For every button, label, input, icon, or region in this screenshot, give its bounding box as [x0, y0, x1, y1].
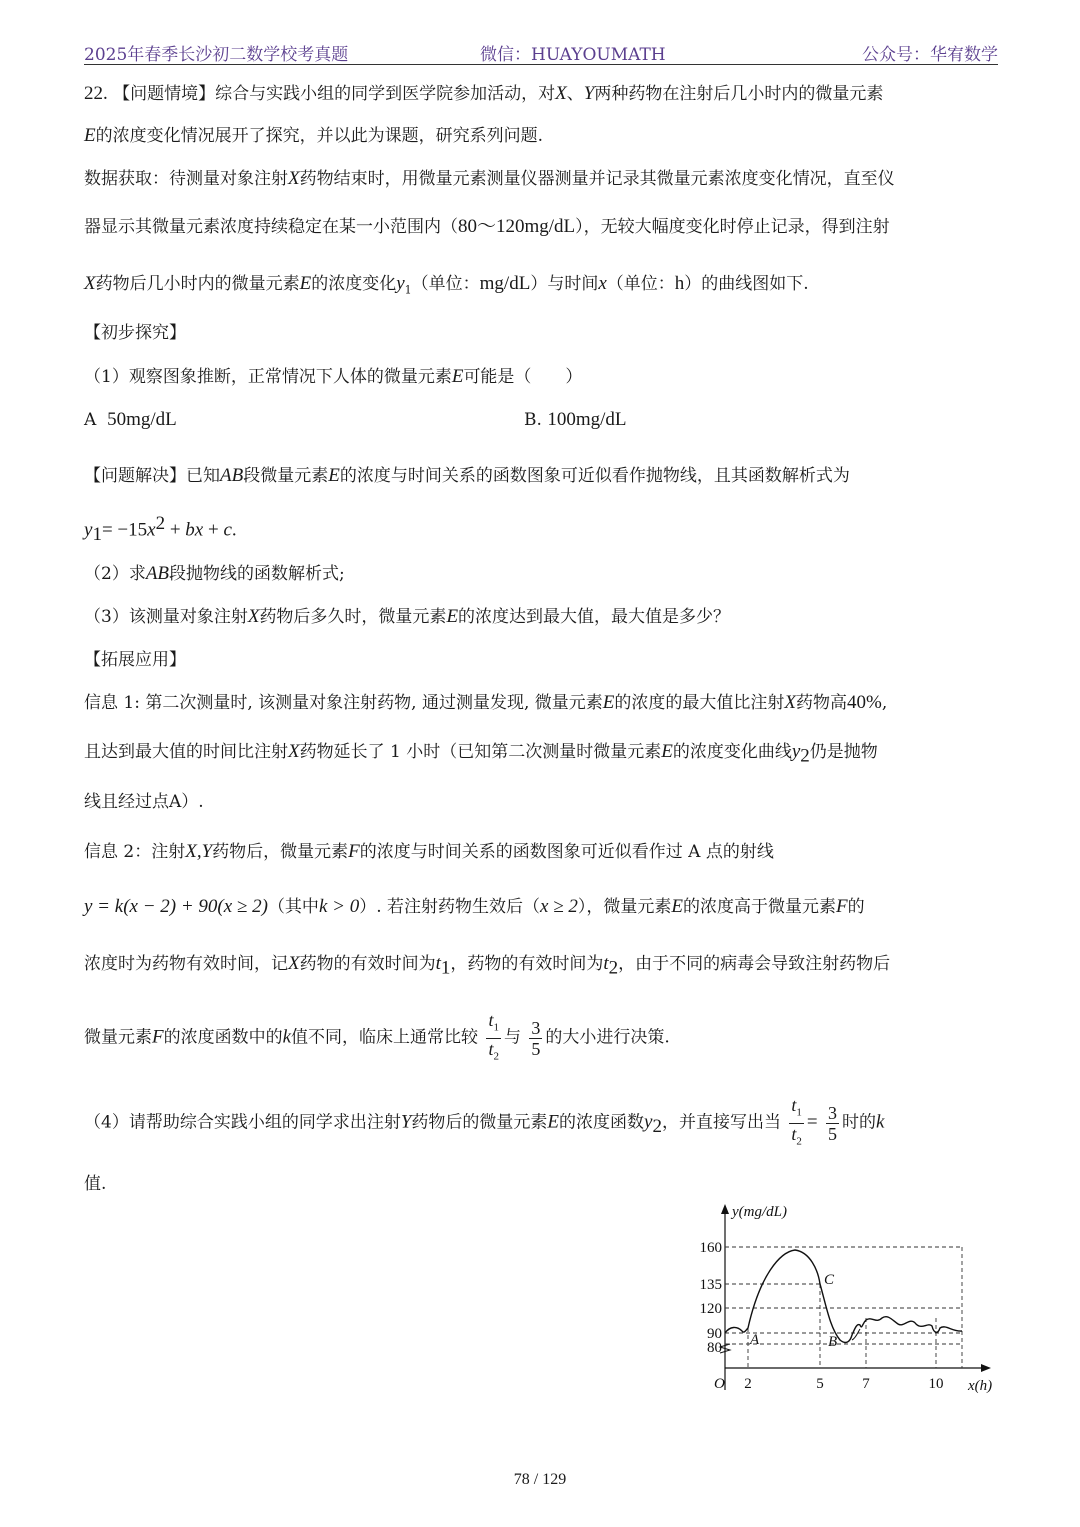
info2-line4: 微量元素F的浓度函数中的k值不同，临床上通常比较 $\frac{t_1}{t_2}$ 与 $\frac{3}{5}$ 的大小进行决策. [84, 1010, 670, 1066]
info2-line3: 浓度时为药物有效时间，记X药物的有效时间为$t_1$，药物的有效时间为$t_2$，由于不同的病毒会导致注射药物后 [84, 953, 891, 979]
page-header [84, 36, 998, 66]
data-line2: 器显示其微量元素浓度持续稳定在某一小范围内（80～120mg/dL），无较大幅度变化时停止记录，得到注射 [84, 216, 890, 237]
point-c-label: C [824, 1272, 835, 1288]
prelim-tag: 【初步探究】 [84, 323, 186, 343]
option-b: B. 100mg/dL [524, 409, 627, 430]
page-number: 78 / 129 [513, 1471, 567, 1488]
question-4-end: 值. [84, 1174, 107, 1194]
fraction-3-5-q4: $\frac{3}{5}$ [828, 1102, 837, 1144]
question-2: （2）求AB段抛物线的函数解析式; [84, 563, 345, 584]
x-tick-10: 10 [928, 1376, 944, 1392]
x-tick-labels [744, 1376, 943, 1392]
y-tick-120: 120 [700, 1301, 722, 1317]
y-tick-160: 160 [700, 1240, 722, 1256]
header-wechat: 微信：HUAYOUMATH [480, 45, 666, 65]
question-4: （4）请帮助综合实践小组的同学求出注射Y药物后的微量元素E的浓度函数$y_2$，并直接写出当 $\frac{t_1}{t_2}$ = $\frac{3}{5}$ 时的k [84, 1095, 884, 1151]
fraction-t1-t2-q4: $\frac{t_1}{t_2}$ [791, 1095, 802, 1148]
y-axis-arrow-icon [721, 1204, 729, 1214]
fraction-t1-t2: $\frac{t_1}{t_2}$ [488, 1010, 499, 1063]
x-axis-arrow-icon [981, 1364, 991, 1372]
x-tick-7: 7 [862, 1376, 870, 1392]
data-line3: X药物后几小时内的微量元素E的浓度变化$y_1$（单位：mg/dL）与时间x（单位：h）的曲线图如下. [84, 273, 809, 297]
info1-line3: 线且经过点A）. [84, 792, 204, 812]
y-tick-80: 80 [707, 1340, 722, 1356]
point-a-label: A [750, 1332, 760, 1348]
header-divider [84, 64, 998, 65]
y-axis-label: y(mg/dL) [732, 1204, 787, 1220]
point-b-label: B [828, 1334, 838, 1350]
concentration-curve [725, 1250, 962, 1342]
solve-line1: 【问题解决】已知AB段微量元素E的浓度与时间关系的函数图象可近似看作抛物线，且其函数解析式为 [84, 465, 850, 486]
info2-line2: y = k(x − 2) + 90(x ≥ 2)（其中k > 0）. 若注射药物生效后（x ≥ 2），微量元素E的浓度高于微量元素F的 [84, 896, 865, 917]
x-axis-label: x(h) [968, 1378, 993, 1394]
option-a: A 50mg/dL [84, 409, 177, 430]
x-tick-5: 5 [816, 1376, 824, 1392]
concentration-graph [700, 1200, 1000, 1405]
y-tick-90: 90 [707, 1326, 722, 1342]
x-tick-2: 2 [744, 1376, 752, 1392]
extend-tag: 【拓展应用】 [84, 650, 186, 670]
header-title: 2025年春季长沙初二数学校考真题 [84, 45, 349, 65]
problem-intro-line1: 22. 【问题情境】综合与实践小组的同学到医学院参加活动，对X、Y两种药物在注射后几小时内的微量元素 [84, 83, 884, 104]
question-3: （3）该测量对象注射X药物后多久时，微量元素E的浓度达到最大值，最大值是多少？ [84, 606, 731, 627]
problem-intro-line2: E的浓度变化情况展开了探究，并以此为课题，研究系列问题. [84, 125, 544, 146]
info2-line1: 信息 2：注射X,Y药物后，微量元素F的浓度与时间关系的函数图象可近似看作过 A 点的射线 [84, 841, 774, 862]
y-tick-labels [700, 1240, 722, 1356]
info1-line1: 信息 1: 第二次测量时, 该测量对象注射药物, 通过测量发现, 微量元素E的浓度的最大值比注射X药物高40%, [84, 692, 888, 713]
solve-formula: $y_1= -15x^2$ + bx + c. [84, 513, 237, 546]
question-1: （1）观察图象推断，正常情况下人体的微量元素E可能是（ ） [84, 366, 583, 387]
header-account: 公众号：华宥数学 [862, 45, 998, 65]
info1-line2: 且达到最大值的时间比注射X药物延长了 1 小时（已知第二次测量时微量元素E的浓度变化曲线$y_2$仍是抛物 [84, 741, 878, 767]
origin-label: O [714, 1376, 725, 1392]
guide-lines [725, 1247, 962, 1368]
fraction-3-5: $\frac{3}{5}$ [531, 1017, 541, 1059]
y-tick-135: 135 [700, 1277, 722, 1293]
data-line1: 数据获取：待测量对象注射X药物结束时，用微量元素测量仪器测量并记录其微量元素浓度变化情况，直至仪 [84, 168, 895, 189]
